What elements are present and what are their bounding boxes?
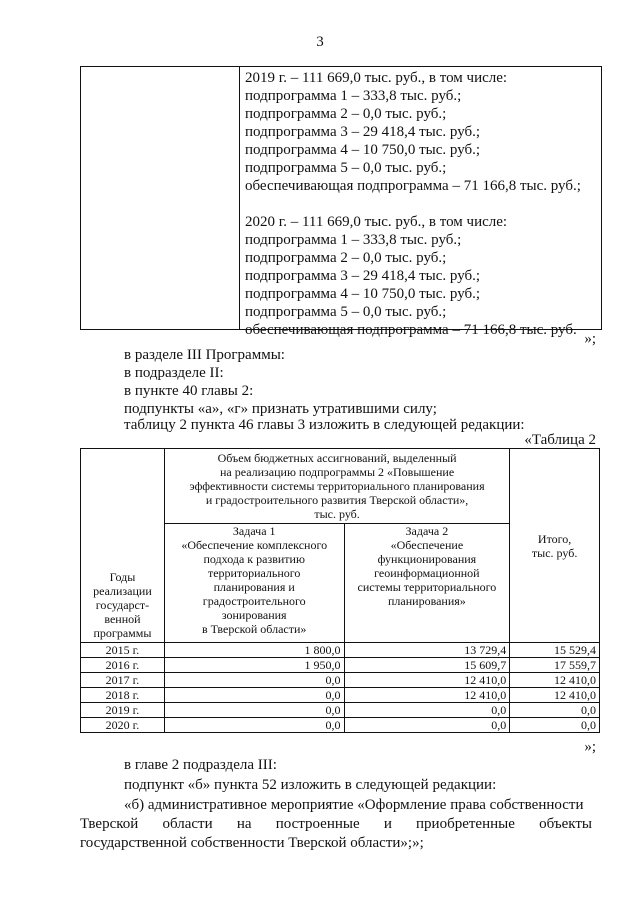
paragraph-line: государственной собственности Тверской области»;»; — [80, 835, 424, 851]
table-row: 2016 г. 1 950,0 15 609,7 17 559,7 — [81, 658, 600, 673]
table-row: 2019 г. 0,0 0,0 0,0 — [81, 703, 600, 718]
table-caption: «Таблица 2 — [524, 432, 596, 448]
table-row: 2015 г. 1 800,0 13 729,4 15 529,4 — [81, 643, 600, 658]
funding-close-quote: »; — [584, 331, 596, 347]
table-row: 2017 г. 0,0 12 410,0 12 410,0 — [81, 673, 600, 688]
funding-2020-line: подпрограмма 1 – 333,8 тыс. руб.; — [245, 232, 462, 248]
instruction-line: в разделе III Программы: — [124, 347, 285, 363]
table-close-quote: »; — [584, 739, 596, 755]
task2-header: Задача 2 «Обеспечение функционирования геоинформационной системы территориального планирования» — [344, 524, 510, 643]
instruction-line: таблицу 2 пункта 46 главы 3 изложить в следующей редакции: — [124, 417, 525, 433]
funding-2019-total: 2019 г. – 111 669,0 тыс. руб., в том числе: — [245, 70, 508, 86]
funding-2019-line: обеспечивающая подпрограмма – 71 166,8 тыс. руб.; — [245, 178, 581, 194]
funding-2019-line: подпрограмма 3 – 29 418,4 тыс. руб.; — [245, 124, 481, 140]
volume-header: Объем бюджетных ассигнований, выделенный на реализацию подпрограммы 2 «Повышение эффективности системы территориального планирования и градостроительного развития Тверской области», тыс. руб. — [164, 449, 509, 524]
funding-2020-line: подпрограмма 3 – 29 418,4 тыс. руб.; — [245, 268, 481, 284]
budget-table — [80, 448, 600, 733]
funding-2019-line: подпрограмма 2 – 0,0 тыс. руб.; — [245, 106, 447, 122]
paragraph-line: в главе 2 подраздела III: — [124, 757, 277, 773]
years-header: Годы реализации государст- венной программы — [81, 449, 165, 643]
funding-table — [80, 66, 602, 338]
table-row: 2018 г. 0,0 12 410,0 12 410,0 — [81, 688, 600, 703]
funding-table-left-cell — [81, 67, 240, 329]
total-header: Итого, тыс. руб. — [510, 449, 600, 643]
table-row: 2020 г. 0,0 0,0 0,0 — [81, 718, 600, 733]
funding-2019-line: подпрограмма 4 – 10 750,0 тыс. руб.; — [245, 142, 481, 158]
funding-2019-line: подпрограмма 1 – 333,8 тыс. руб.; — [245, 88, 462, 104]
funding-2020-total: 2020 г. – 111 669,0 тыс. руб., в том числе: — [245, 214, 508, 230]
funding-2020-line: подпрограмма 2 – 0,0 тыс. руб.; — [245, 250, 447, 266]
instruction-line: в подразделе II: — [124, 365, 224, 381]
funding-2020-line: обеспечивающая подпрограмма – 71 166,8 тыс. руб. — [245, 322, 577, 338]
instruction-line: подпункты «а», «г» признать утратившими силу; — [124, 401, 437, 417]
paragraph-line: «б) административное мероприятие «Оформление права собственности — [124, 797, 584, 813]
funding-2020-line: подпрограмма 4 – 10 750,0 тыс. руб.; — [245, 286, 481, 302]
funding-2020-line: подпрограмма 5 – 0,0 тыс. руб.; — [245, 304, 447, 320]
page-number: 3 — [316, 34, 324, 50]
justified-line: Тверской области на построенные и приобретенные объекты — [80, 816, 592, 832]
funding-text — [245, 69, 597, 339]
paragraph-line: подпункт «б» пункта 52 изложить в следующей редакции: — [124, 777, 497, 793]
funding-2019-line: подпрограмма 5 – 0,0 тыс. руб.; — [245, 160, 447, 176]
instruction-line: в пункте 40 главы 2: — [124, 383, 254, 399]
task1-header: Задача 1 «Обеспечение комплексного подхода к развитию территориального планирования и градостроительного зонирования в Тверской области» — [164, 524, 344, 643]
